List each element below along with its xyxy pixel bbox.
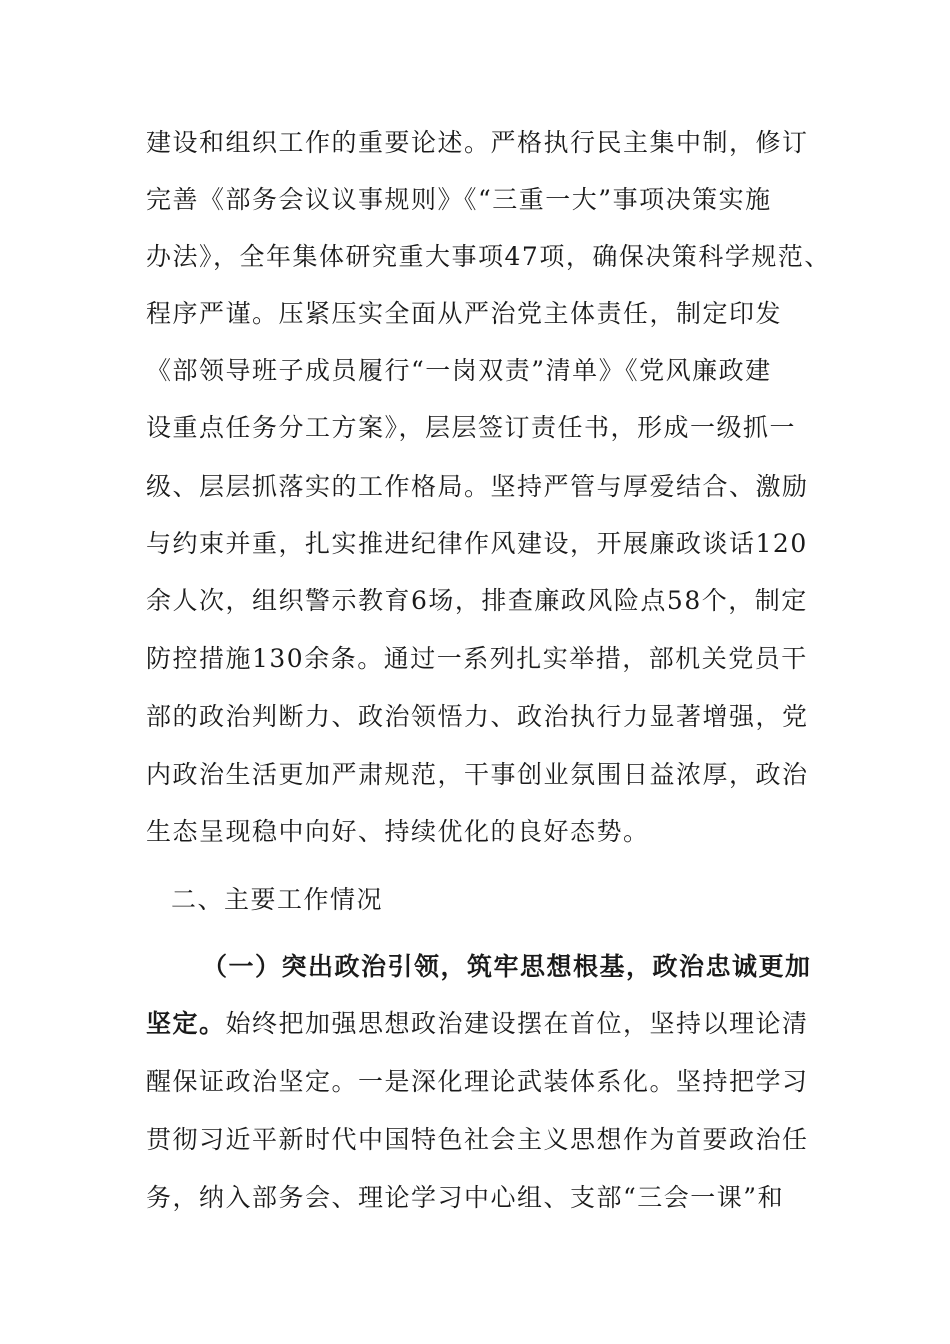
paragraph-line: 建设和组织工作的重要论述。严格执行民主集中制，修订 — [146, 128, 809, 157]
paragraph-line: 《部领导班子成员履行“一岗双责”清单》《党风廉政建 — [146, 356, 772, 385]
paragraph-line: 务，纳入部务会、理论学习中心组、支部“三会一课”和 — [146, 1183, 785, 1212]
paragraph-line: 设重点任务分工方案》，层层签订责任书，形成一级抓一 — [146, 413, 797, 442]
subsection-heading-end: 坚定。 — [146, 1009, 226, 1038]
paragraph-line: 级、层层抓落实的工作格局。坚持严管与厚爱结合、激励 — [146, 472, 809, 501]
paragraph-line: 与约束并重，扎实推进纪律作风建设，开展廉政谈话120 — [146, 529, 808, 558]
paragraph-line: 贯彻习近平新时代中国特色社会主义思想作为首要政治任 — [146, 1125, 809, 1154]
paragraph-line: 内政治生活更加严肃规范，干事创业氛围日益浓厚，政治 — [146, 760, 809, 789]
paragraph-line: 完善《部务会议议事规则》《“三重一大”事项决策实施 — [146, 185, 772, 214]
paragraph-line: 余人次，组织警示教育6场，排查廉政风险点58个，制定 — [146, 586, 808, 615]
paragraph-line: 醒保证政治坚定。一是深化理论武装体系化。坚持把学习 — [146, 1067, 809, 1096]
paragraph-text: 始终把加强思想政治建设摆在首位，坚持以理论清 — [225, 1009, 809, 1038]
section-heading: 二、主要工作情况 — [171, 885, 384, 914]
paragraph-line: 生态呈现稳中向好、持续优化的良好态势。 — [146, 817, 650, 846]
paragraph-line — [146, 1009, 809, 1039]
subsection-heading: （一）突出政治引领，筑牢思想根基，政治忠诚更加 — [202, 952, 812, 981]
paragraph-line: 部的政治判断力、政治领悟力、政治执行力显著增强，党 — [146, 702, 809, 731]
paragraph-line: 程序严谨。压紧压实全面从严治党主体责任，制定印发 — [146, 299, 783, 328]
paragraph-line: 防控措施130余条。通过一系列扎实举措，部机关党员干 — [146, 644, 808, 673]
paragraph-line: 办法》，全年集体研究重大事项47项，确保决策科学规范、 — [146, 242, 831, 271]
